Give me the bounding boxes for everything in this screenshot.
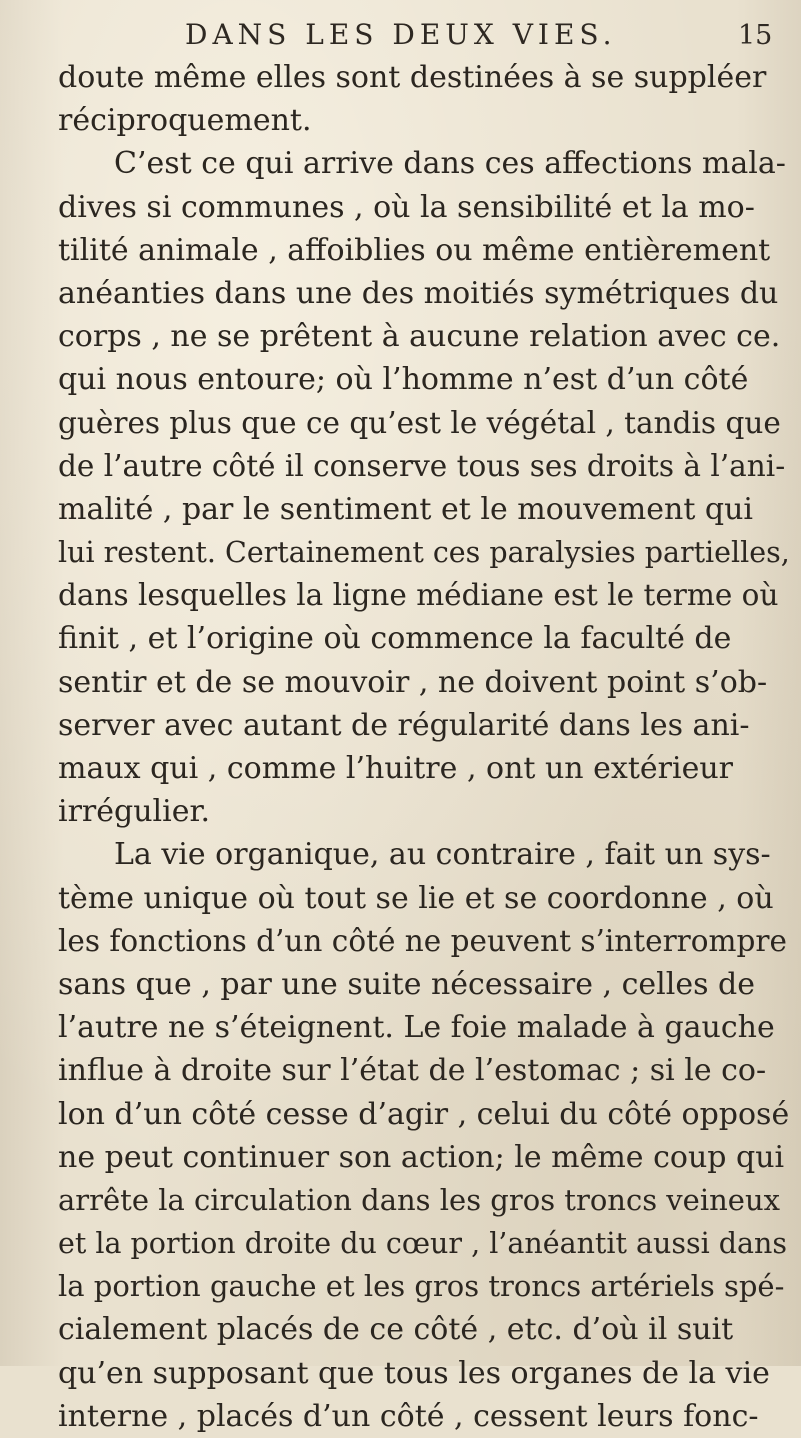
text-line: les fonctions d’un côté ne peuvent s’interrompre <box>58 923 787 958</box>
text-line: sentir et de se mouvoir , ne doivent point s’ob- <box>58 664 768 700</box>
text-line: malité , par le sentiment et le mouvement qui <box>58 491 754 527</box>
text-line: tilité animale , affoiblies ou même entièrement <box>58 232 771 268</box>
paragraph-start-line: La vie organique, au contraire , fait un sys- <box>114 837 771 873</box>
text-line: corps , ne se prêtent à aucune relation avec ce. <box>58 319 781 355</box>
text-line: dans lesquelles la ligne médiane est le terme où <box>58 578 779 613</box>
text-line: influe à droite sur l’état de l’estomac ; si le co- <box>58 1053 767 1089</box>
text-line: server avec autant de régularité dans les ani- <box>58 707 750 743</box>
text-line: doute même elles sont destinées à se suppléer <box>58 60 767 95</box>
text-line: qui nous entoure; où l’homme n’est d’un côté <box>58 362 749 398</box>
text-line: cialement placés de ce côté , etc. d’où il suit <box>58 1312 734 1348</box>
text-line: lon d’un côté cesse d’agir , celui du côté opposé <box>58 1096 790 1132</box>
text-line: ne peut continuer son action; le même coup qui <box>58 1139 785 1175</box>
text-line: irrégulier. <box>58 794 211 830</box>
text-line: de l’autre côté il conserve tous ses droits à l’ani- <box>58 448 786 483</box>
text-line: lui restent. Certainement ces paralysies partielles, <box>58 536 790 570</box>
text-line: qu’en supposant que tous les organes de la vie <box>58 1355 770 1391</box>
text-line: l’autre ne s’éteignent. Le foie malade à gauche <box>58 1010 775 1046</box>
text-line: anéanties dans une des moitiés symétriques du <box>58 275 779 311</box>
text-line: maux qui , comme l’huitre , ont un extérieur <box>58 751 733 786</box>
text-line: la portion gauche et les gros troncs artériels spé- <box>58 1269 785 1304</box>
paragraph-start-line: C’est ce qui arrive dans ces affections mala- <box>114 146 786 182</box>
text-line: arrête la circulation dans les gros troncs veineux <box>58 1182 780 1217</box>
text-line: sans que , par une suite nécessaire , celles de <box>58 966 755 1002</box>
text-line: tème unique où tout se lie et se coordonne , où <box>58 880 774 916</box>
text-line: dives si communes , où la sensibilité et la mo- <box>58 189 755 225</box>
text-line: guères plus que ce qu’est le végétal , tandis que <box>58 405 781 440</box>
text-line: réciproquement. <box>58 103 312 139</box>
running-header: DANS LES DEUX VIES. <box>185 18 617 51</box>
page-number: 15 <box>738 20 773 51</box>
body-text <box>58 56 790 1438</box>
text-line: et la portion droite du cœur , l’anéantit aussi dans <box>58 1227 787 1261</box>
text-line: interne , placés d’un côté , cessent leurs fonc- <box>58 1398 759 1434</box>
text-line: finit , et l’origine où commence la faculté de <box>58 621 732 657</box>
